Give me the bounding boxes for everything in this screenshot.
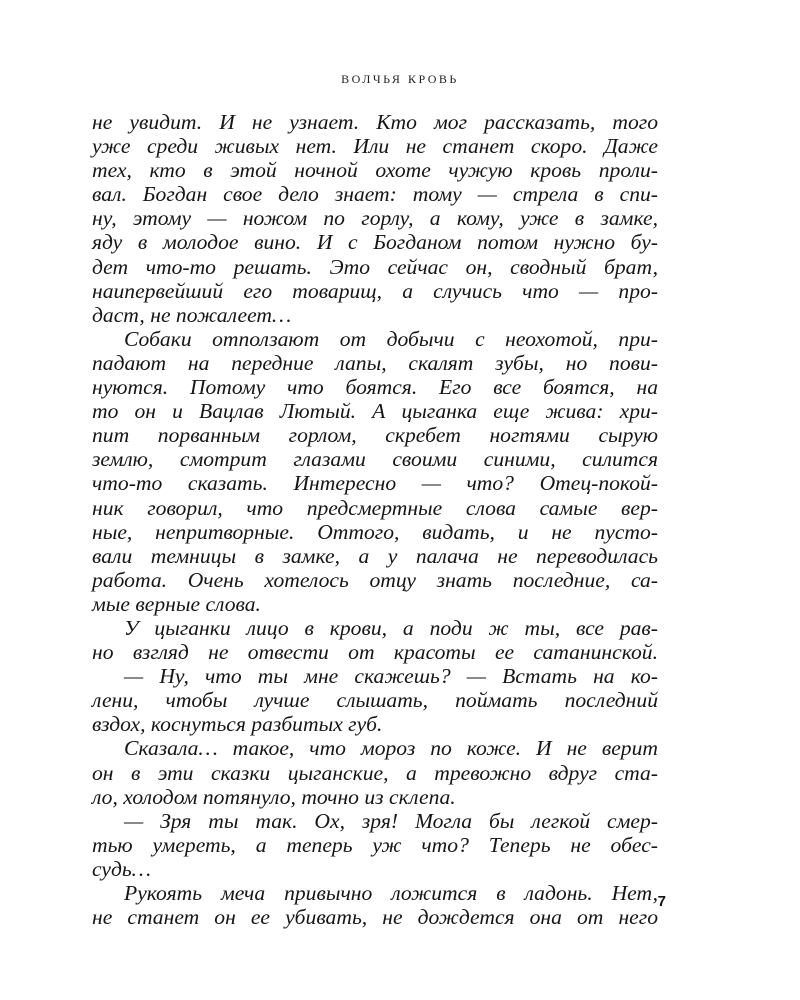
page-number: 7	[657, 893, 666, 910]
text-line: не станет он ее убивать, не дождется она от него	[92, 905, 658, 930]
text-line: но взгляд не отвести от красоты ее сатанинской.	[92, 640, 658, 665]
text-line: не увидит. И не узнает. Кто мог рассказать, того	[92, 110, 658, 134]
text-line: Рукоять меча привычно ложится в ладонь. Нет,	[124, 881, 658, 905]
text-line: вали темницы в замке, а у палача не переводилась	[92, 543, 658, 568]
text-line: мые верные слова.	[92, 591, 261, 616]
text-line: что-то сказать. Интересно — что? Отец-покой-	[92, 471, 658, 496]
body-text	[92, 110, 658, 929]
text-line: нуются. Потому что боятся. Его все боятся, на	[92, 375, 658, 400]
text-line: дет что-то решать. Это сейчас он, сводный брат,	[92, 254, 658, 279]
text-line: вздох, коснуться разбитых губ.	[92, 712, 383, 737]
text-line: падают на передние лапы, скалят зубы, но пови-	[92, 350, 658, 375]
text-line: тью умереть, а теперь уж что? Теперь не обес-	[92, 832, 658, 857]
text-line: ло, холодом потянуло, точно из склепа.	[92, 784, 456, 809]
text-line: уже среди живых нет. Или не станет скоро. Даже	[92, 134, 658, 159]
text-line: ник говорил, что предсмертные слова самые вер-	[92, 495, 658, 520]
text-line: ну, этому — ножом по горлу, а кому, уже в замке,	[92, 206, 658, 231]
text-line: то он и Вацлав Лютый. А цыганка еще жива: хри-	[92, 399, 658, 424]
text-line: землю, смотрит глазами своими синими, силится	[92, 447, 658, 472]
text-line: даст, не пожалеет…	[92, 302, 292, 327]
text-line: он в эти сказки цыганские, а тревожно вдруг ста-	[92, 760, 658, 785]
text-line: лени, чтобы лучше слышать, поймать последний	[92, 688, 658, 713]
text-line: Сказала… такое, что мороз по коже. И не верит	[124, 736, 658, 761]
text-line: работа. Очень хотелось отцу знать последние, са-	[92, 567, 658, 592]
text-line: наипервейший его товарищ, а случись что — про-	[92, 278, 658, 303]
text-line: вал. Богдан свое дело знает: тому — стрела в спи-	[92, 182, 658, 207]
text-line: У цыганки лицо в крови, а поди ж ты, все рав-	[124, 615, 658, 640]
text-line: — Зря ты так. Ох, зря! Могла бы легкой смер-	[124, 808, 658, 833]
text-line: тех, кто в этой ночной охоте чужую кровь проли-	[92, 158, 658, 183]
text-line: яду в молодое вино. И с Богданом потом нужно бу-	[92, 230, 658, 255]
text-line: Собаки отползают от добычи с неохотой, при-	[124, 326, 658, 351]
text-line: судь…	[92, 856, 151, 881]
running-head: ВОЛЧЬЯ КРОВЬ	[341, 72, 459, 86]
text-line: ные, непритворные. Оттого, видать, и не пусто-	[92, 519, 658, 544]
text-line: — Ну, что ты мне скажешь? — Встать на ко-	[124, 664, 658, 689]
text-line: пит порванным горлом, скребет ногтями сырую	[92, 423, 658, 448]
